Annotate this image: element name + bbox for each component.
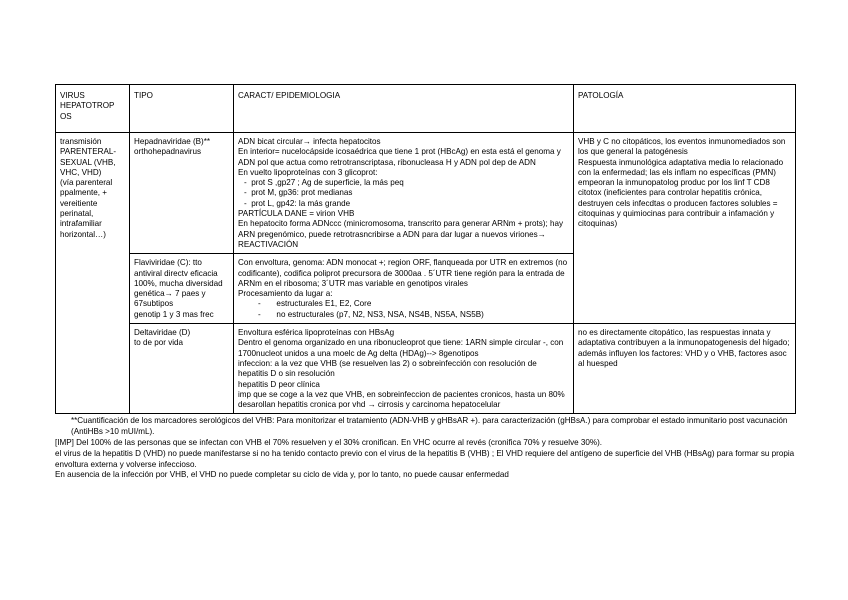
- caract-bullet: - prot L, gp42: la más grande: [244, 198, 351, 208]
- caract-bullet: - no estructurales (p7, N2, NS3, NSA, NS4B, NS5A, NS5B): [258, 309, 484, 319]
- patologia-line: VHB y C no citopáticos, los eventos inmunomediados son los que general la patogénesis: [578, 137, 788, 157]
- caract-bullet: - prot S ,gp27 ; Ag de superficie, la más peq: [244, 178, 404, 188]
- patologia-cell: [574, 324, 796, 414]
- caract-line: ADN bicat circular→ infecta hepatocitos: [238, 137, 381, 146]
- transmission-line: intrafamiliar: [60, 219, 102, 229]
- patologia-line: Respuesta inmunológica adaptativa media lo relacionado con la enfermedad; las els inflam no específicas (PMN) empeoran la inmunopatolog produc por los linf T CD8 citotox (ineficientes para controlar hepatitis crónica, destruyen cels infecdtas o producen factores solubles = citoquinas y quimiocinas para contribuir a infamación y citoquinas): [578, 157, 786, 229]
- tipo-cell: [130, 133, 234, 254]
- caract-cell: [234, 254, 574, 324]
- footnote: [IMP] Del 100% de las personas que se infectan con VHB el 70% resuelven y el 30% cronifican. En VHC ocurre al revés (cronifica 70% y resuelve 30%).: [55, 438, 603, 448]
- tipo-cell: [130, 324, 234, 414]
- header-virus: VIRUS HEPATOTROP OS: [56, 85, 130, 133]
- table-row-deltaviridae: [56, 324, 796, 414]
- caract-line: En hepatocito forma ADNccc (minicromosoma, transcrito para generar ARNm + prots); hay ARN pregenómico, puede retrotrasncribirse a ADN para dar lugar a nuevos viriones→ REACTIVACIÓN: [238, 219, 565, 249]
- patologia-cell: [574, 133, 796, 324]
- tipo-line: genotip 1 y 3 mas frec: [134, 309, 214, 319]
- caract-line: Envoltura esférica lipoproteínas con HBsAg: [238, 328, 395, 338]
- tipo-line: Deltaviridae (D): [134, 328, 191, 338]
- caract-line: En vuelto lipoproteínas con 3 glicoprot:: [238, 167, 378, 177]
- caract-line: Dentro el genoma organizado en una ribonucleoprot que tiene: 1ARN simple circular -, con 1700nucleot unidos a una moelc de Ag delta (HDAg)--> 8genotipos: [238, 338, 566, 358]
- caract-cell: [234, 324, 574, 414]
- transmission-line: ppalmente, +: [60, 188, 108, 198]
- table-row-hepadnaviridae: [56, 133, 796, 254]
- header-patologia: PATOLOGÍA: [574, 85, 796, 133]
- caract-line: hepatitis D peor clínica: [238, 379, 320, 389]
- hepatotropic-virus-table: [55, 84, 796, 414]
- caract-line: Procesamiento da lugar a:: [238, 289, 333, 299]
- header-caract: CARACT/ EPIDEMIOLOGIA: [234, 85, 574, 133]
- transmission-line: transmisión: [60, 137, 102, 146]
- table-header-row: [56, 85, 796, 133]
- header-tipo: TIPO: [130, 85, 234, 133]
- footnote: **Cuantificación de los marcadores serológicos del VHB: Para monitorizar el tratamiento (ADN-VHB y gHBsAR +). para caracterización (gHBsA.) para comprobar el estado inmunitario post vacunación (AntiHBs >10 mUI/mL).: [71, 416, 790, 437]
- footnote: el virus de la hepatitis D (VHD) no puede manifestarse si no ha tenido contacto previo con el virus de la hepatitis B (VHB) ; El VHD requiere del antígeno de superficie del VHB (HBsAg) para formar su propia envoltura externa y volverse infeccioso.: [55, 448, 797, 469]
- tipo-cell: [130, 254, 234, 324]
- caract-line: En interior= nucelocápside icosaédrica que tiene 1 prot (HBcAg) en esta está el genoma y ADN pol que actua como retrotranscriptasa, ribonucleasa H y ADN pol dep de ADN: [238, 147, 563, 167]
- caract-line: infeccion: a la vez que VHB (se resuelven las 2) o sobreinfección con resolución de hepatitis D o sin resolución: [238, 358, 539, 379]
- caract-cell: [234, 133, 574, 254]
- transmission-cell: [56, 133, 130, 414]
- tipo-line: Flaviviridae (C): tto antiviral directv eficacia 100%, mucha diversidad genética→ 7 paes y 67subtipos: [134, 258, 225, 309]
- tipo-line: to de por vida: [134, 338, 184, 348]
- transmission-line: horizontal…): [60, 229, 106, 239]
- patologia-line: no es directamente citopático, las respuestas innata y adaptativa contribuyen a la inmunopatogenesis del hígado; además influyen los factores: VHD y o VHB, factores asoc al huesped: [578, 328, 792, 368]
- tipo-line: Hepadnaviridae (B)**: [134, 137, 211, 146]
- transmission-line: PARENTERAL-: [60, 147, 117, 157]
- tipo-line: orthohepadnavirus: [134, 147, 202, 157]
- document-page: [55, 84, 795, 481]
- caract-line: PARTÍCULA DANE = virion VHB: [238, 209, 355, 219]
- transmission-line: vereitiente: [60, 198, 98, 208]
- caract-line: Con envoltura, genoma: ADN monocat +; region ORF, flanqueada por UTR en extremos (no codificante), codifica poliprot precursora de 3000aa . 5´UTR tiene región para la entrada de ARNm en el ribosoma; 3´UTR mas variable en genotipos virales: [238, 258, 570, 288]
- caract-bullet: - prot M, gp36: prot medianas: [244, 188, 353, 198]
- transmission-line: VHC, VHD): [60, 167, 102, 177]
- transmission-line: (vía parenteral: [60, 178, 113, 188]
- transmission-line: SEXUAL (VHB,: [60, 157, 116, 167]
- caract-bullet: - estructurales E1, E2, Core: [258, 299, 372, 309]
- footnote: En ausencia de la infección por VHB, el VHD no puede completar su ciclo de vida y, por lo tanto, no puede causar enfermedad: [55, 470, 509, 480]
- transmission-line: perinatal,: [60, 209, 94, 219]
- footnotes: [55, 416, 795, 481]
- caract-line: imp que se coge a la vez que VHB, en sobreinfeccion de pacientes cronicos, hasta un 80% desarollan hepatitis cronica por vhd → cirrosis y carcinoma hepatocelular: [238, 389, 567, 410]
